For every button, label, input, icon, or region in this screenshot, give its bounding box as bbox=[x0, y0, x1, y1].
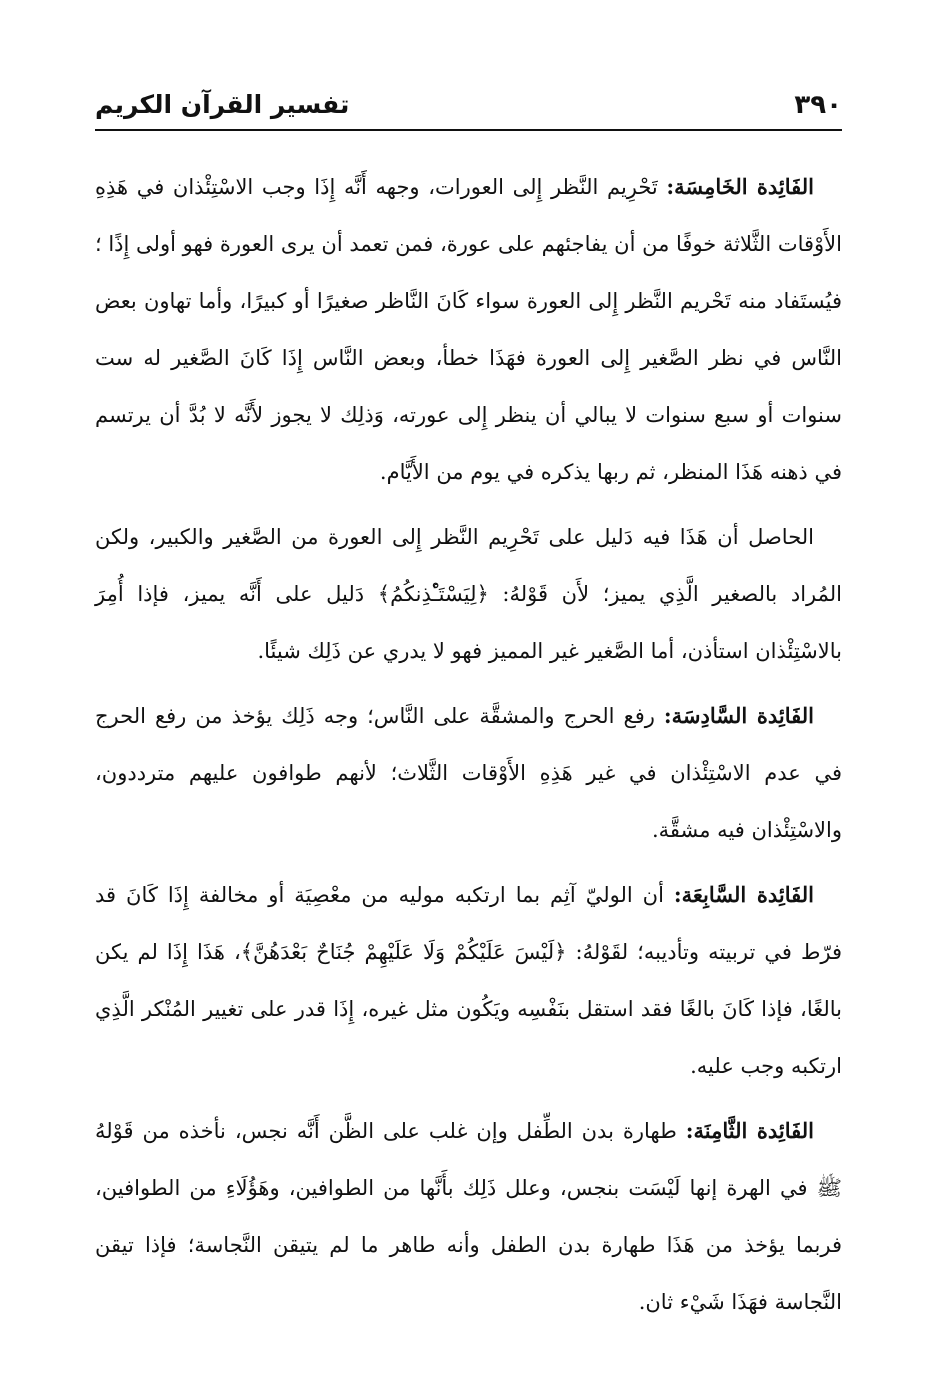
paragraph-conclusion bbox=[95, 508, 842, 680]
header-divider bbox=[95, 129, 842, 131]
paragraph-heading: الفَائِدة السَّادِسَة: bbox=[663, 703, 814, 728]
paragraph-text: طهارة بدن الطِّفل وإن غلب على الظَّن أَنَّه نجس، نأخذه من قَوْلهُ ﷺ في الهرة إنها لَيْسَت بنجس، وعلل ذَلِك بأَنَّها من الطوافين، وهَؤُلَاءِ من الطوافين، فربما يؤخذ من هَذَا طهارة بدن الطفل وأنه طاهر ما لم يتيقن النَّجاسة؛ فإذا تيقن النَّجاسة فهَذَا شَيْء ثان. bbox=[95, 1119, 842, 1314]
book-title: تفسير القرآن الكريم bbox=[95, 90, 350, 119]
paragraph-sixth-benefit bbox=[95, 687, 842, 859]
paragraph-text: رفع الحرج والمشقَّة على النَّاس؛ وجه ذَلِك يؤخذ من رفع الحرج في عدم الاسْتِئْذان في غير هَذِهِ الأَوْقات الثَّلاث؛ لأنهم طوافون عليهم مترددون، والاسْتِئْذان فيه مشقَّة. bbox=[95, 704, 842, 842]
paragraph-eighth-benefit bbox=[95, 1102, 842, 1331]
paragraph-seventh-benefit bbox=[95, 866, 842, 1095]
paragraph-heading: الفَائِدة الخَامِسَة: bbox=[666, 174, 814, 199]
page-body bbox=[95, 158, 842, 1338]
paragraph-fifth-benefit bbox=[95, 158, 842, 501]
paragraph-heading: الفَائِدة السَّابِعَة: bbox=[673, 882, 814, 907]
page-number: ٣٩٠ bbox=[794, 90, 842, 120]
paragraph-text: أن الوليّ آثِم بما ارتكبه موليه من معْصِيَة أو مخالفة إِذَا كَانَ قد فرّط في تربيته وتأديبه؛ لقَوْلهُ: ﴿لَيْسَ عَلَيْكُمْ وَلَا عَلَيْهِمْ جُنَاحٌ بَعْدَهُنَّ﴾، هَذَا إِذَا لم يكن بالغًا، فإذا كَانَ بالغًا فقد استقل بنَفْسِه ويَكُون مثل غيره، إِذَا قدر على تغيير المُنْكر الَّذِي ارتكبه وجب عليه. bbox=[95, 883, 842, 1078]
paragraph-text: تَحْرِيم النَّظر إِلى العورات، وجهه أَنَّه إِذَا وجب الاسْتِئْذان في هَذِهِ الأَوْقات الثَّلاثة خوفًا من أن يفاجئهم على عورة، فمن تعمد أن يرى العورة فهو أولى إِذًا ؛ فيُستَفاد منه تَحْريم النَّظر إِلى العورة سواء كَانَ النَّاظر صغيرًا أو كبيرًا، وأما تهاون بعض النَّاس في نظر الصَّغير إِلى العورة فهَذَا خطأ، وبعض النَّاس إِذَا كَانَ الصَّغير له ست سنوات أو سبع سنوات لا يبالي أن ينظر إِلى عورته، وَذلِك لا يجوز لأَنَّه لا بُدَّ أن يرتسم في ذهنه هَذَا المنظر، ثم ربها يذكره في يوم من الأَيَّام. bbox=[95, 175, 842, 484]
paragraph-heading: الفَائِدة الثَّامِنَة: bbox=[685, 1118, 814, 1143]
paragraph-text: الحاصل أن هَذَا فيه دَليل على تَحْرِيم النَّظر إِلى العورة من الصَّغير والكبير، ولكن المُراد بالصغير الَّذِي يميز؛ لأَن قَوْلهُ: ﴿لِيَسْتَـْٔذِنكُمُ﴾ دَليل على أَنَّه يميز، فإذا أُمِرَ بالاسْتِئْذان استأذن، أما الصَّغير غير المميز فهو لا يدري عن ذَلِك شيئًا. bbox=[95, 525, 842, 663]
page-header bbox=[95, 88, 842, 130]
